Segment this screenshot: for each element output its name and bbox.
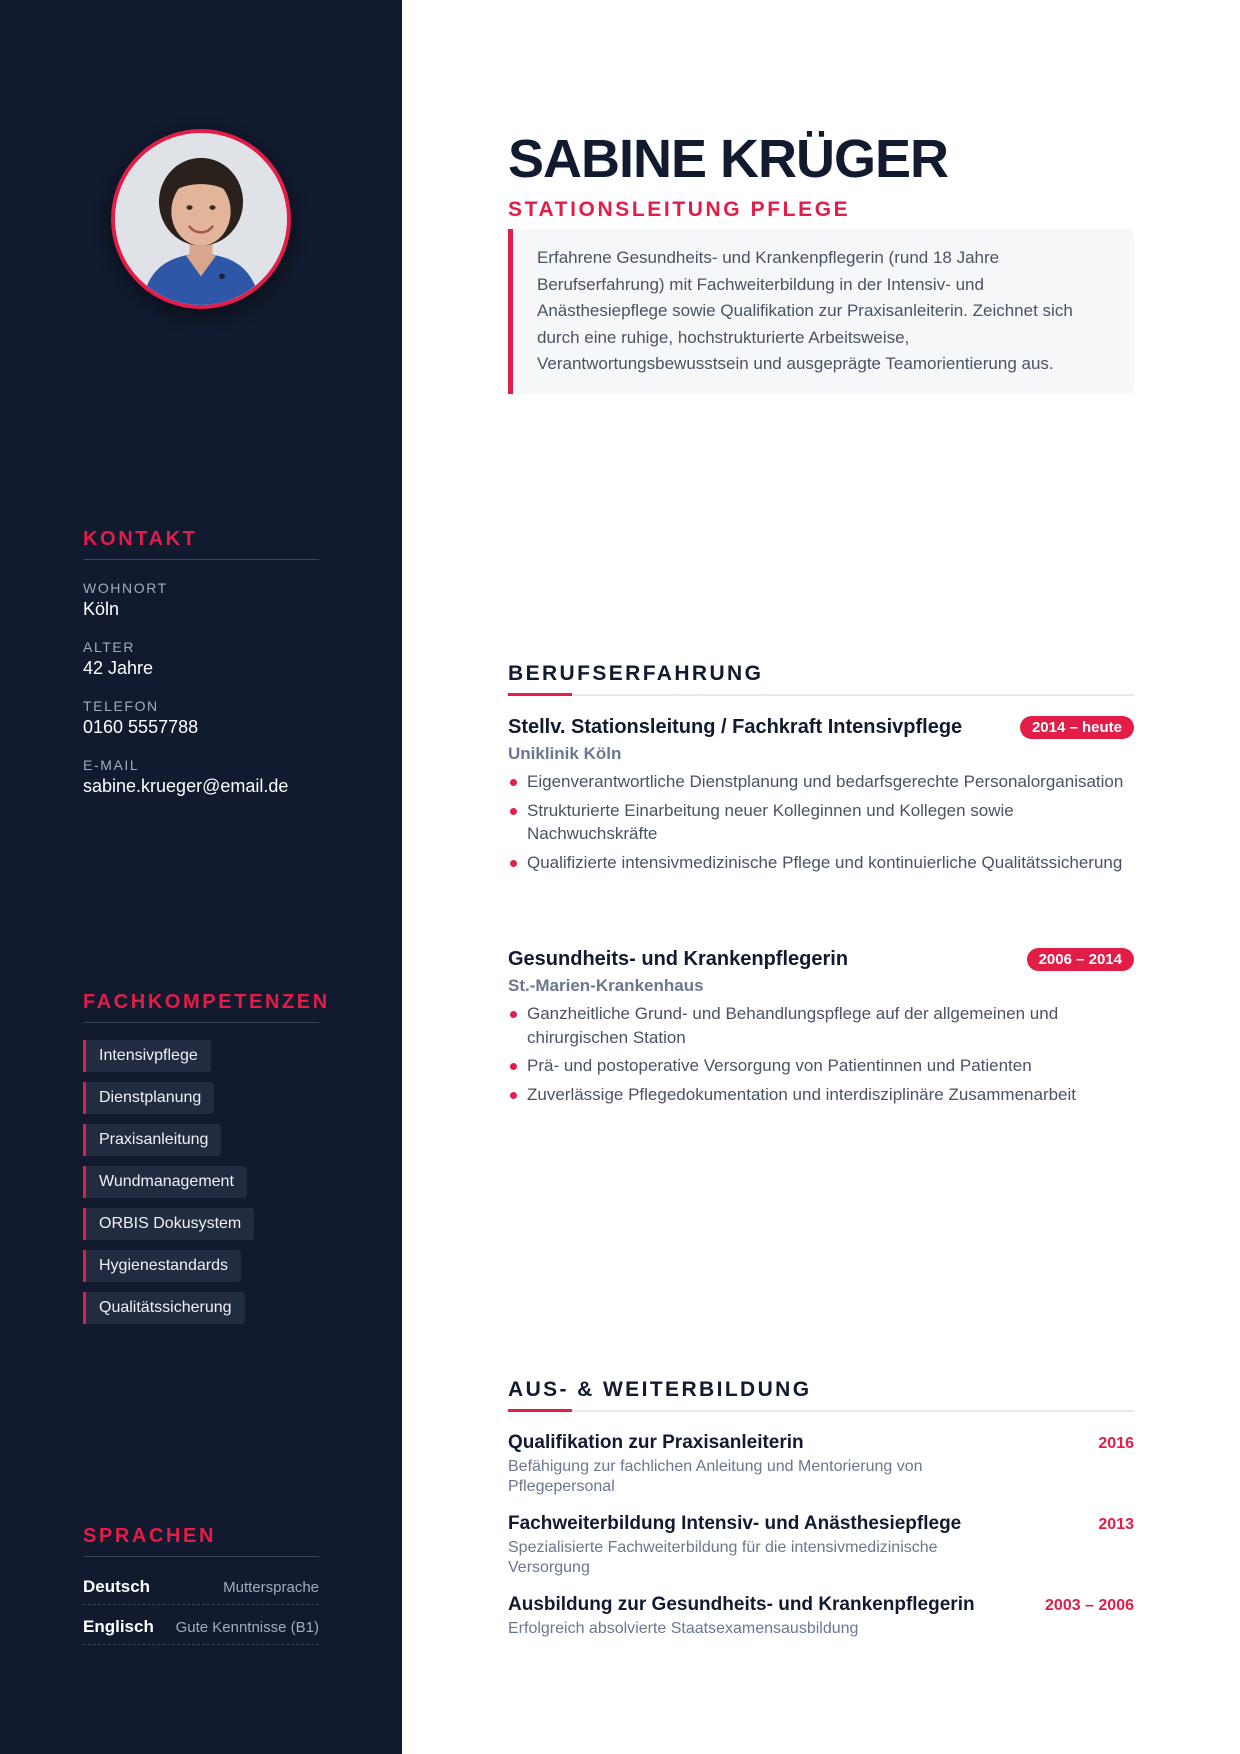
education-year: 2003 – 2006 <box>1045 1597 1134 1614</box>
job-bullet: Eigenverantwortliche Dienstplanung und bedarfsgerechte Personalorganisation <box>508 770 1134 794</box>
contact-item-wohnort <box>83 580 319 620</box>
education-entry <box>508 1432 1134 1497</box>
language-name: Englisch <box>83 1617 154 1636</box>
skill-list <box>83 1040 319 1324</box>
skill-tag: Praxisanleitung <box>83 1124 221 1156</box>
job-bullets <box>508 1002 1134 1106</box>
job-role: Gesundheits- und Krankenpflegerin <box>508 948 849 970</box>
contact-value: 42 Jahre <box>83 658 154 678</box>
language-level: Gute Kenntnisse (B1) <box>175 1619 319 1636</box>
education-title: Ausbildung zur Gesundheits- und Krankenpflegerin <box>508 1594 975 1615</box>
education-year: 2016 <box>1098 1435 1134 1452</box>
language-row <box>83 1605 319 1645</box>
language-row <box>83 1565 319 1605</box>
job-bullet: Strukturierte Einarbeitung neuer Kolleginnen und Kollegen sowie Nachwuchskräfte <box>508 799 1134 846</box>
education-description: Spezialisierte Fachweiterbildung für die intensivmedizinische Versorgung <box>508 1539 938 1576</box>
job-entry <box>508 948 1134 1111</box>
job-header <box>508 948 1134 971</box>
sidebar <box>0 0 402 1754</box>
profile-summary: Erfahrene Gesundheits- und Krankenpflegerin (rund 18 Jahre Berufserfahrung) mit Fachweiterbildung in der Intensiv- und Anästhesiepflege sowie Qualifikation zur Praxisanleiterin. Zeichnet sich durch eine ruhige, hochstrukturierte Arbeitsweise, Verantwortungsbewusstsein und ausgeprägte Teamorientierung aus. <box>508 229 1134 394</box>
languages-heading: SPRACHEN <box>83 1525 319 1557</box>
job-company: St.-Marien-Krankenhaus <box>508 976 704 995</box>
languages-section <box>83 1525 319 1645</box>
job-company: Uniklinik Köln <box>508 744 622 763</box>
job-header <box>508 716 1134 739</box>
skills-heading: FACHKOMPETENZEN <box>83 991 319 1023</box>
job-bullets <box>508 770 1134 874</box>
job-bullet: Prä- und postoperative Versorgung von Patientinnen und Patienten <box>508 1054 1134 1078</box>
candidate-role: STATIONSLEITUNG PFLEGE <box>508 198 851 221</box>
job-entry <box>508 716 1134 879</box>
job-bullet: Zuverlässige Pflegedokumentation und interdisziplinäre Zusammenarbeit <box>508 1083 1134 1107</box>
experience-heading: BERUFSERFAHRUNG <box>508 662 1134 696</box>
education-description: Befähigung zur fachlichen Anleitung und Mentorierung von Pflegepersonal <box>508 1458 923 1495</box>
education-title: Fachweiterbildung Intensiv- und Anästhesiepflege <box>508 1513 962 1534</box>
person-portrait-icon <box>115 133 287 305</box>
candidate-name: SABINE KRÜGER <box>508 129 949 189</box>
email-link[interactable]: sabine.krueger@email.de <box>83 776 289 796</box>
contact-item-telefon <box>83 698 319 738</box>
job-role: Stellv. Stationsleitung / Fachkraft Intensivpflege <box>508 716 963 738</box>
phone-link[interactable]: 0160 5557788 <box>83 717 199 737</box>
education-heading: AUS- & WEITERBILDUNG <box>508 1378 1134 1412</box>
education-header <box>508 1432 1134 1454</box>
contact-value: Köln <box>83 599 120 619</box>
job-bullet: Ganzheitliche Grund- und Behandlungspflege auf der allgemeinen und chirurgischen Station <box>508 1002 1134 1049</box>
skill-tag: Intensivpflege <box>83 1040 211 1072</box>
contact-label: E-MAIL <box>83 757 140 773</box>
education-entry <box>508 1594 1134 1639</box>
period-badge: 2014 – heute <box>1020 716 1134 739</box>
profile-photo <box>111 129 291 309</box>
skills-section <box>83 991 330 1334</box>
language-name: Deutsch <box>83 1577 151 1596</box>
contact-label: WOHNORT <box>83 580 168 596</box>
contact-label: ALTER <box>83 639 136 655</box>
education-year: 2013 <box>1098 1516 1134 1533</box>
education-description: Erfolgreich absolvierte Staatsexamensausbildung <box>508 1620 859 1637</box>
skill-tag: Dienstplanung <box>83 1082 214 1114</box>
period-badge: 2006 – 2014 <box>1027 948 1134 971</box>
education-header <box>508 1513 1134 1535</box>
contact-section <box>83 528 319 797</box>
job-bullet: Qualifizierte intensivmedizinische Pflege und kontinuierliche Qualitätssicherung <box>508 851 1134 875</box>
skill-tag: Qualitätssicherung <box>83 1292 245 1324</box>
education-entry <box>508 1513 1134 1578</box>
skill-tag: Hygienestandards <box>83 1250 241 1282</box>
skill-tag: ORBIS Dokusystem <box>83 1208 254 1240</box>
education-header <box>508 1594 1134 1616</box>
contact-item-alter <box>83 639 319 679</box>
contact-label: TELEFON <box>83 698 159 714</box>
contact-heading: KONTAKT <box>83 528 319 560</box>
education-title: Qualifikation zur Praxisanleiterin <box>508 1432 804 1453</box>
language-level: Muttersprache <box>223 1579 319 1596</box>
contact-item-email <box>83 757 319 797</box>
skill-tag: Wundmanagement <box>83 1166 247 1198</box>
